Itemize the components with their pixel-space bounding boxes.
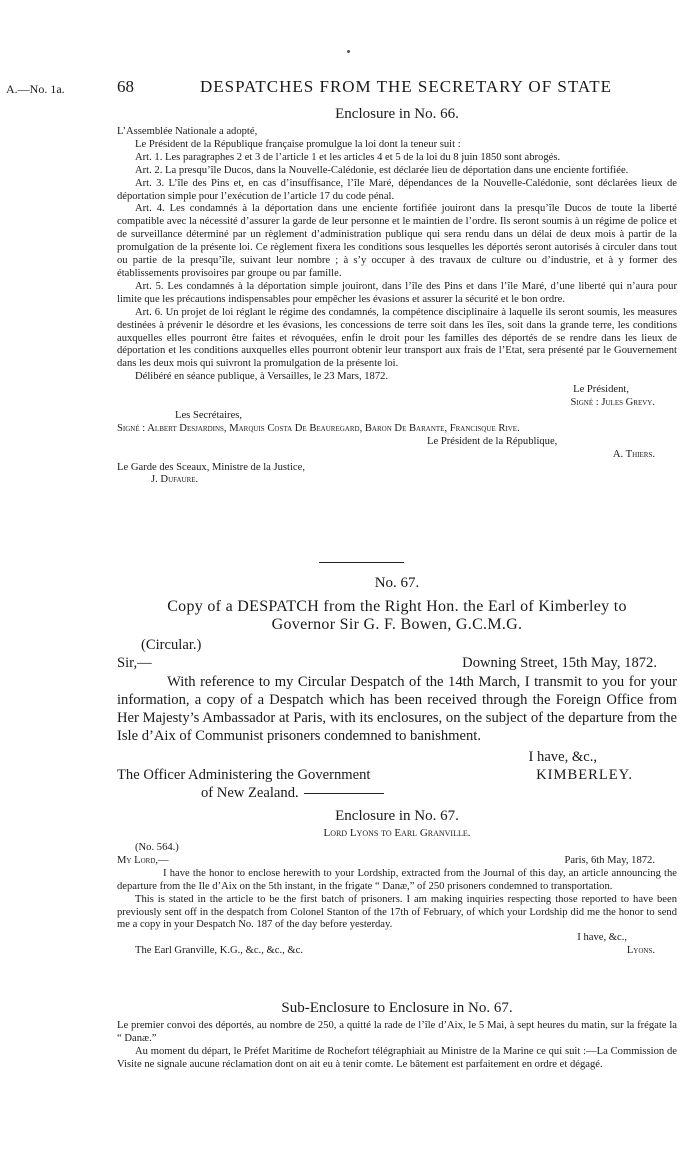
- enclosure-67-salutation-row: [117, 855, 677, 868]
- deliberation-line: Délibéré en séance publique, à Versailles, le 23 Mars, 1872.: [135, 371, 389, 383]
- president-title: Le Président,: [573, 384, 629, 396]
- article-1: Art. 1. Les paragraphes 2 et 3 de l’article 1 et les articles 4 et 5 de la loi du 8 juin 1850 sont abrogés.: [135, 151, 561, 163]
- article-5: Art. 5. Les condamnés à la déportation simple jouiront, dans l’île des Pins et dans l’île Maré, d’une liberté qui n’aura pour limite que les précautions indispensables pour empêcher les évasions et assurer la sécurité et le bon ordre.: [117, 280, 677, 305]
- enclosure-67-paragraph-1: I have the honor to enclose herewith to your Lordship, extracted from the Journal of this day, an article announcing the departure from the Ile d’Aix on the 5th instant, in the frigate “ Danæ,” of 250 prisoners condemned to transportation.: [117, 867, 677, 892]
- despatch-title-line1: Copy of a DESPATCH from the Right Hon. the Earl of Kimberley to: [167, 598, 627, 615]
- article-3: Art. 3. L’île des Pins et, en cas d’insuffisance, l’île Maré, dépendances de la Nouvelle-Calédonie, sont déclarées lieux de déportation simple pour l’exécution de l’article 17 du code pénal.: [117, 177, 677, 202]
- sub-enclosure-paragraph-2: Au moment du départ, le Préfet Maritime de Rochefort télégraphiait au Ministre de la Marine ce qui suit :—La Commission de Visite ne signale aucune réclamation dont on ait eu à tenir comte. Le bâtement est parfaitement en ordre et dégagé.: [117, 1045, 677, 1070]
- article-6: Art. 6. Un projet de loi réglant le régime des condamnés, la compétence disciplinaire à laquelle ils seront soumis, les measures destinées à prévenir le désordre et les évasions, les concessions de terre soit dans les îles, soit dans la grande terre, les conditions auxquelles elles pourront être faites et révoquées, enfin le droit pour les familles des déportés de se rendre dans les lieux de déportation et les conditions auxquelles elles pourront obtenir leur transport aux frais de l’Etat, sera présenté par le Gouvernement dans les deux mois qui suivront la promulgation de la présente loi.: [117, 306, 677, 370]
- addressee-line1: The Officer Administering the Government: [117, 767, 371, 784]
- enclosure-67-closing: I have, &c.,: [577, 932, 627, 944]
- assembly-line: L’Assemblée Nationale a adopté,: [117, 126, 258, 137]
- president-signature: Signé : Jules Grevy.: [570, 397, 655, 409]
- section-divider: [319, 562, 404, 563]
- despatch-67: [117, 575, 677, 803]
- enclosure-67-addressee-row: [117, 945, 677, 958]
- despatch-reference-number: (No. 564.): [135, 842, 179, 853]
- article-4: Art. 4. Les condamnés à la déportation dans une enciente fortifiée jouiront dans la presqu’île Ducos de toute la liberté compatible avec la nécessité d’assurer la garde de leur personne et le maintien de l’ordre. Ils seront soumis à un régime de police et de surveillance déterminé par un règlement d’administration publique qui sera rendu dans un délai de deux mois à partir de la promulgation de la présente loi. Ce règlement fixera les conditions sous lesquelles les déportés seront autorisés à circuler dans tout ou partie de la presqu’île, suivant leur nombre ; à s’y occuper à des travaux de culture ou d’industrie, et à y former des établissements provisoires par groupe ou par famille.: [117, 203, 677, 279]
- president-promulgates: Le Président de la République française promulgue la loi dont la teneur suit :: [135, 138, 461, 150]
- despatch-body: [117, 673, 677, 766]
- enclosure-66-heading-block: [117, 106, 677, 123]
- enclosure-67-addressee: The Earl Granville, K.G., &c., &c., &c.: [135, 945, 303, 957]
- paper-reference: A.—No. 1a.: [6, 82, 65, 96]
- salutation: Sir,—: [117, 655, 152, 672]
- sub-enclosure-paragraph-1: Le premier convoi des déportés, au nombre de 250, a quitté la rade de l’île d’Aix, le 5 Mai, à sept heures du matin, sur la frégate la “ Danæ.”: [117, 1020, 677, 1044]
- enclosure-67-salutation: My Lord,—: [117, 854, 169, 866]
- enclosure-67-heading: Enclosure in No. 67.: [335, 808, 459, 824]
- despatch-number: No. 67.: [374, 575, 420, 591]
- article-2: Art. 2. La presqu’île Ducos, dans la Nouvelle-Calédonie, est déclarée lieu de déportation dans une enciente fortifiée.: [135, 164, 629, 176]
- circular-label: (Circular.): [141, 637, 202, 653]
- addressee-line2: of New Zealand.: [201, 785, 299, 802]
- section-divider-2: [304, 793, 384, 794]
- despatch-paragraph: With reference to my Circular Despatch of the 14th March, I transmit to you for your information, a copy of a Despatch which has been received through the Foreign Office from Her Majesty’s Ambassador at Paris, with its enclosures, on the subject of the departure from the Isle d’Aix of Communist prisoners condemned to banishment.: [117, 673, 677, 745]
- sub-enclosure-heading: Sub-Enclosure to Enclosure in No. 67.: [281, 1000, 513, 1016]
- despatch-title-line2: Governor Sir G. F. Bowen, G.C.M.G.: [271, 616, 523, 633]
- page-mark: [347, 50, 350, 53]
- enclosure-67-paragraph-2: This is stated in the article to be the first batch of prisoners. I am making inquiries respecting those reported to have been previously sent off in the despatch from Colonel Stanton of the 17th of February, of which your Lordship did me the honor to send me a copy in your Despatch No. 187 of the day before yesterday.: [117, 893, 677, 931]
- running-header: [0, 76, 700, 100]
- addressee-row: [117, 766, 677, 784]
- secretaries-title: Les Secrétaires,: [175, 409, 243, 421]
- garde-des-sceaux-title: Le Garde des Sceaux, Ministre de la Justice,: [117, 461, 305, 473]
- sub-enclosure-67: [117, 1000, 677, 1072]
- dufaure-signature: J. Dufaure.: [151, 474, 199, 486]
- place-date: Downing Street, 15th May, 1872.: [462, 655, 657, 672]
- republic-president-title: Le Président de la République,: [427, 435, 558, 447]
- enclosure-67: [117, 808, 677, 958]
- enclosure-67-place-date: Paris, 6th May, 1872.: [564, 854, 655, 866]
- enclosure-67-text: [117, 842, 677, 958]
- salutation-row: [117, 654, 677, 672]
- running-title: DESPATCHES FROM THE SECRETARY OF STATE: [200, 77, 613, 96]
- despatch-closing: I have, &c.,: [528, 748, 597, 765]
- thiers-signature: A. Thiers.: [612, 448, 655, 460]
- enclosure-66-text: [117, 126, 677, 487]
- enclosure-67-subheading: Lord Lyons to Earl Granville.: [323, 827, 471, 839]
- lyons-signature: Lyons.: [626, 945, 655, 957]
- enclosure-66-heading: Enclosure in No. 66.: [335, 106, 459, 122]
- page-number: 68: [117, 77, 134, 96]
- kimberley-signature: KIMBERLEY.: [536, 767, 633, 784]
- sub-enclosure-text: [117, 1020, 677, 1072]
- secretaries-signature: Signé : Albert Desjardins, Marquis Costa De Beauregard, Baron De Barante, Francisque Rive.: [117, 422, 520, 434]
